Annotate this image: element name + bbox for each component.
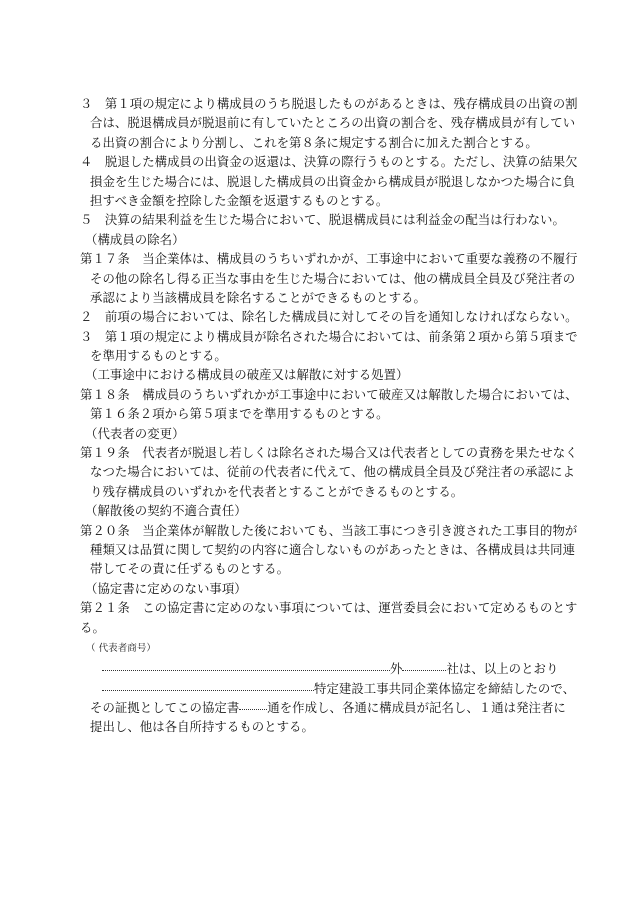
text-line: （解散後の契約不適合責任）	[85, 503, 247, 519]
text-line: 第１９条 代表者が脱退し若しくは除名された場合又は代表者としての責務を果たせなく	[80, 445, 578, 461]
text-line: ５ 決算の結果利益を生じた場合において、脱退構成員には利益金の配当は行わない。	[80, 212, 565, 228]
closing-line-3: その証拠としてこの協定書 通を作成し、各通に構成員が記名し、１通は発注者に	[80, 697, 560, 716]
blank-copies	[239, 697, 267, 710]
closing-line-1: 外 社は、以上のとおり	[80, 658, 560, 677]
closing-line-4: 提出し、他は各自所持するものとする。	[90, 718, 314, 734]
text-line: 第１６条２項から第５項までを準用するものとする。	[90, 406, 389, 422]
text-line: 第２１条 この協定書に定めのない事項については、運営委員会において定めるものとす	[80, 600, 578, 616]
text-line: 合は、脱退構成員が脱退前に有していたところの出資の割合を、残存構成員が有してい	[90, 115, 576, 131]
text-line: 損金を生じた場合には、脱退した構成員の出資金から構成員が脱退しなかつた場合に負	[90, 173, 576, 189]
text-line: 承認により当該構成員を除名することができるものとする。	[90, 289, 426, 305]
blank-jv-name	[102, 678, 314, 691]
body-text	[80, 94, 578, 637]
text-line: る。	[80, 619, 105, 635]
blank-company-name	[102, 658, 390, 671]
representative-label: （ 代表者商号）	[86, 642, 156, 654]
text-line: ３ 第１項の規定により構成員が除名された場合においては、前条第２項から第５項まで	[80, 328, 578, 344]
text-line: を準用するものとする。	[90, 348, 227, 364]
text-line: ３ 第１項の規定により構成員のうち脱退したものがあるときは、残存構成員の出資の割	[80, 96, 578, 111]
text-line: （協定書に定めのない事項）	[85, 580, 247, 596]
text-line: り残存構成員のいずれかを代表者とすることができるものとする。	[90, 483, 464, 499]
text-line: 第１７条 当企業体は、構成員のうちいずれかが、工事途中において重要な義務の不履行	[80, 251, 578, 267]
text-line: 帯してその責に任ずるものとする。	[90, 561, 290, 577]
text-line: 第１８条 構成員のうちいずれかが工事途中において破産又は解散した場合においては、	[80, 386, 578, 402]
blank-count	[402, 658, 446, 671]
text-line: その他の除名し得る正当な事由を生じた場合においては、他の構成員全員及び発注者の	[90, 270, 576, 286]
text-line: 種類又は品質に関して契約の内容に適合しないものがあったときは、各構成員は共同連	[90, 541, 576, 557]
text-line: 担すべき金額を控除した金額を返還するものとする。	[90, 192, 389, 208]
closing-line-2: 特定建設工事共同企業体協定を締結したので、	[80, 678, 560, 697]
text-line: ４ 脱退した構成員の出資金の返還は、決算の際行うものとする。ただし、決算の結果欠	[80, 154, 578, 170]
text-line: ２ 前項の場合においては、除名した構成員に対してその旨を通知しなければならない。	[80, 309, 578, 325]
text-line: （構成員の除名）	[85, 231, 185, 247]
document-page	[80, 94, 578, 736]
text-line: る出資の割合により分割し、これを第８条に規定する割合に加えた割合とする。	[90, 134, 538, 150]
text-line: （代表者の変更）	[85, 425, 185, 441]
text-line: 第２０条 当企業体が解散した後においても、当該工事につき引き渡された工事目的物が	[80, 522, 578, 538]
text-line: （工事途中における構成員の破産又は解散に対する処置）	[85, 367, 409, 383]
text-line: なつた場合においては、従前の代表者に代えて、他の構成員全員及び発注者の承認によ	[90, 464, 575, 480]
